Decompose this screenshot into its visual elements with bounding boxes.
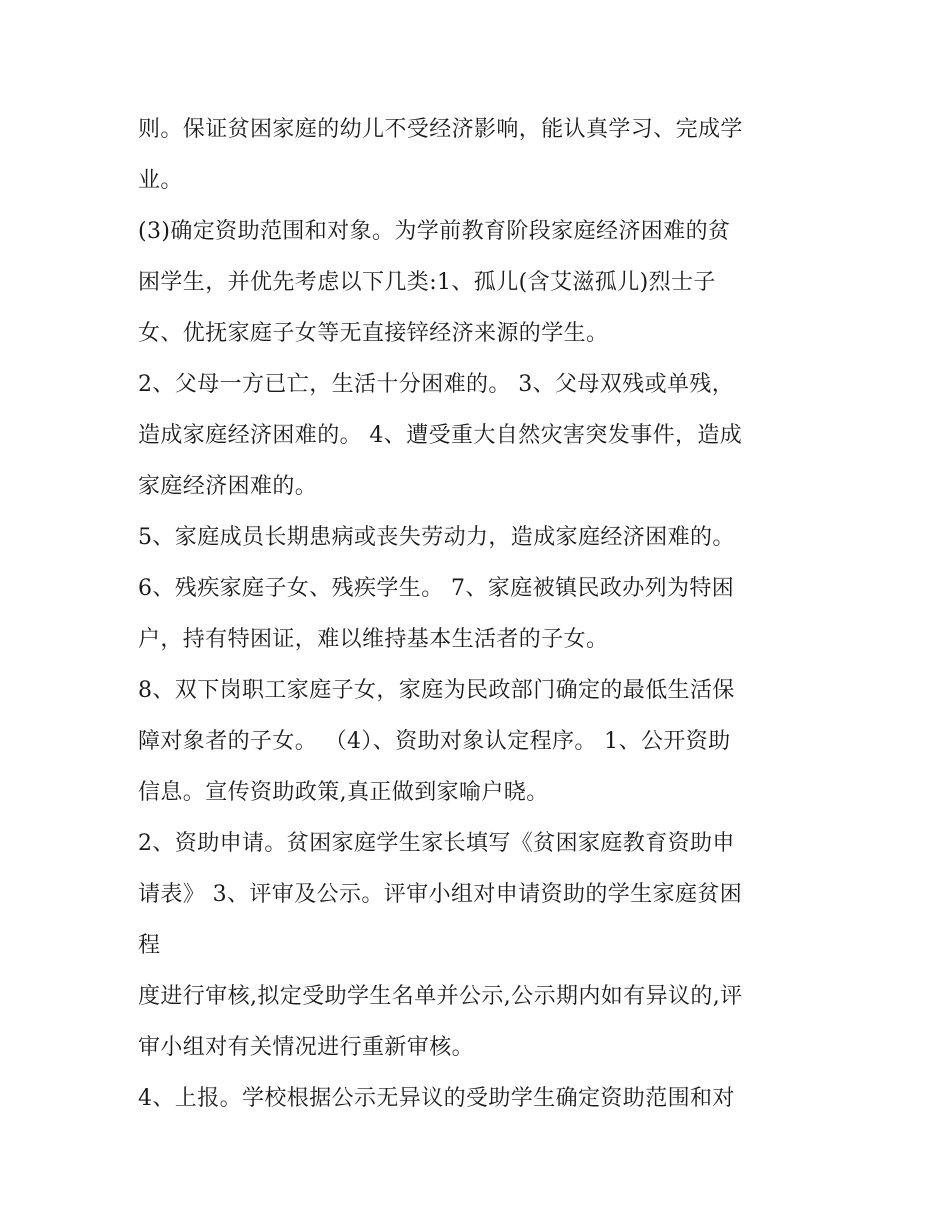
text-line: 8、双下岗职工家庭子女，家庭为民政部门确定的最低生活保 xyxy=(138,678,735,703)
text-line: 户，持有特困证，难以维持基本生活者的子女。 xyxy=(138,627,609,652)
text-line: 审小组对有关情况进行重新审核。 xyxy=(138,1035,475,1060)
text-line: 造成家庭经济困难的。 4、遭受重大自然灾害突发事件，造成 xyxy=(138,423,743,448)
text-line: 障对象者的子女。 （4）、资助对象认定程序。 1、公开资助 xyxy=(138,729,731,754)
text-line: 程 xyxy=(138,933,161,958)
text-line: 5、家庭成员长期患病或丧失劳动力，造成家庭经济困难的。 xyxy=(138,525,735,550)
text-line: 2、资助申请。贫困家庭学生家长填写《贫困家庭教育资助申 xyxy=(138,831,735,856)
text-line: 困学生，并优先考虑以下几类:1、孤儿(含艾滋孤儿)烈士子 xyxy=(138,270,716,295)
text-line: 业。 xyxy=(138,168,183,193)
text-line: 请表》 3、评审及公示。评审小组对申请资助的学生家庭贫困 xyxy=(138,882,743,907)
text-line: 女、优抚家庭子女等无直接锌经济来源的学生。 xyxy=(138,321,609,346)
text-line: 2、父母一方已亡，生活十分困难的。 3、父母双残或单残， xyxy=(138,372,735,397)
text-line: 信息。宣传资助政策,真正做到家喻户晓。 xyxy=(138,780,549,805)
text-line: 家庭经济困难的。 xyxy=(138,474,318,499)
text-line: 4、上报。学校根据公示无异议的受助学生确定资助范围和对 xyxy=(138,1086,735,1111)
document-body xyxy=(138,104,818,1124)
text-line: 则。保证贫困家庭的幼儿不受经济影响，能认真学习、完成学 xyxy=(138,117,743,142)
text-line: 6、残疾家庭子女、残疾学生。 7、家庭被镇民政办列为特困 xyxy=(138,576,735,601)
text-line: (3)确定资助范围和对象。为学前教育阶段家庭经济困难的贫 xyxy=(138,219,731,244)
text-line: 度进行审核,拟定受助学生名单并公示,公示期内如有异议的,评 xyxy=(138,984,743,1009)
